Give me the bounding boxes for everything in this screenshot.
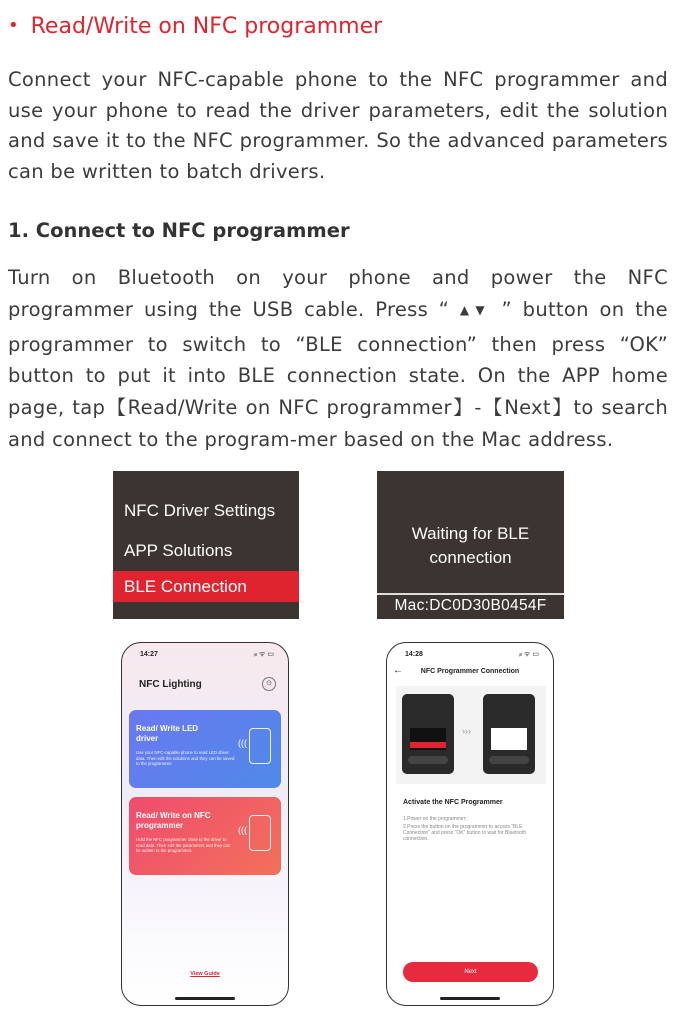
app-title: NFC Lighting [139,679,202,690]
activate-step-2: 2.Press the button on the programmer to access “BLE Connection” and press “OK” button to wait for Bluetooth connection. [403,824,527,842]
step1-text-b: ” button on the programmer to switch to “BLE connection” then press “OK” button to put it into BLE connection state. On the APP home page, tap【Read/Write on NFC programmer】-【Next】to search and connect to the program-mer based on the Mac address. [8,297,668,451]
activate-step-1: 1.Power on the programmer; [403,816,467,822]
phone-connection-screenshot [386,642,554,1006]
programmer-wait-screen [377,471,564,619]
menu-item-ble-connection: BLE Connection [124,577,247,596]
waiting-line1: Waiting for BLE [411,524,530,543]
waiting-text [377,522,564,570]
card-title: Read/ Write on NFC programmer [136,811,211,830]
home-indicator [175,997,235,1000]
bullet-icon: • [8,15,19,36]
programmer-device-icon [402,694,454,774]
menu-item-nfc-driver-settings: NFC Driver Settings [124,501,276,520]
chevrons-right-icon: ››› [462,726,471,736]
card-desc: Use your NFC-capable phone to read LED driver data. Then edit the solutions and they can be saved to the programmer. [136,750,235,767]
phone-home-screenshot [121,642,289,1006]
section-title-text: Read/Write on NFC programmer [30,14,383,39]
read-write-nfc-programmer-card[interactable] [129,797,281,875]
programmer-menu-screen [113,471,299,619]
menu-item-app-solutions: APP Solutions [124,541,233,560]
step1-heading: 1. Connect to NFC programmer [8,219,350,242]
nfc-wave-icon: ((( [238,738,247,748]
status-icons: ᵢₗₗ ᯤ ▭ [253,651,274,658]
status-time: 14:28 [405,651,423,658]
card-title: Read/ Write LED driver [136,724,199,743]
settings-icon[interactable]: ⊙ [262,677,276,691]
waiting-line2: connection [429,548,512,567]
step1-text-a: Turn on Bluetooth on your phone and power the NFC programmer using the USB cable. Press “ [8,266,668,321]
read-write-led-driver-card[interactable] [129,710,281,788]
screen-title: NFC Programmer Connection [420,668,520,675]
phone-icon [249,728,271,764]
back-arrow-icon[interactable]: ← [393,665,403,676]
programmer-illustration [396,686,546,784]
step1-paragraph [8,262,668,456]
programmer-device-icon [483,694,535,774]
status-icons: ᵢₗₗ ᯤ ▭ [518,651,539,658]
home-indicator [440,997,500,1000]
mac-address: Mac:DC0D30B0454F [394,597,547,614]
card-desc: Hold the NFC programmer close to the driver to read data. Then edit the parameters and they can be written to the programmer. [136,837,231,854]
programmer-icon [249,815,271,851]
divider [377,593,564,595]
view-guide-link[interactable]: View Guide [190,971,220,977]
nfc-wave-icon: ((( [238,825,247,835]
section-title [8,14,382,39]
next-button[interactable]: Next [403,962,538,982]
up-down-arrows-icon: ▲▼ [459,302,491,317]
status-time: 14:27 [140,651,158,658]
activate-title: Activate the NFC Programmer [403,799,503,806]
intro-paragraph: Connect your NFC-capable phone to the NFC programmer and use your phone to read the driver parameters, edit the solution and save it to the NFC programmer. So the advanced parameters can be written to batch drivers. [8,68,668,183]
